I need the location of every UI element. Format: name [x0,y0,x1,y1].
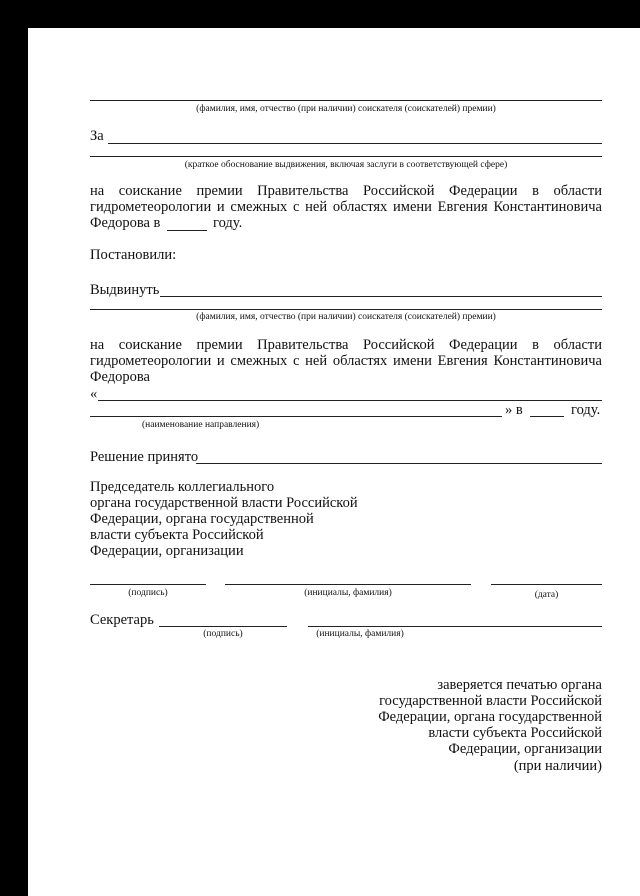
secretary-signature-line [159,626,287,627]
nominee-fio-caption: (фамилия, имя, отчество (при наличии) соискателя (соискателей) премии) [196,104,496,114]
direction-line1 [98,400,602,401]
stamp-line2: государственной власти Российской [379,693,602,709]
paragraph1-line1: на соискание премии Правительства Российской Федерации в области [90,183,602,199]
open-quote: « [90,386,98,402]
paragraph1-line3-a: Федорова в [90,215,161,231]
scan-border-left [0,0,28,896]
paragraph2-line3: Федорова [90,369,150,385]
chair-line5: Федерации, организации [90,543,244,559]
chair-signature-caption: (подпись) [128,588,168,598]
nominee-fio-line [90,100,602,101]
stamp-line6: (при наличии) [513,758,602,774]
stamp-line5: Федерации, организации [448,741,602,757]
chair-line3: Федерации, органа государственной [90,511,314,527]
resolved-heading: Постановили: [90,247,177,263]
chair-line1: Председатель коллегиального [90,479,275,495]
direction-caption: (наименование направления) [142,420,260,430]
direction-line2 [90,416,502,417]
chair-date-caption: (дата) [534,590,559,600]
secretary-initials-line [308,626,602,627]
chair-line4: власти субъекта Российской [90,527,264,543]
chair-initials-line [225,584,471,585]
chair-signature-line [90,584,206,585]
scan-border-top [0,0,640,28]
justification-line [90,156,602,157]
secretary-initials-caption: (инициалы, фамилия) [316,629,404,639]
nominee-fio2-line [90,309,602,310]
close-quote-in: » в [505,402,523,418]
year2-label: году. [571,402,601,418]
secretary-label: Секретарь [90,612,154,628]
chair-date-line [491,584,602,585]
paragraph1-line3-b: году. [213,215,243,231]
nominate-label: Выдвинуть [90,282,160,298]
za-line [108,143,602,144]
paragraph2-line2: гидрометеорологии и смежных с ней областях имени Евгения Константиновича [90,353,602,369]
stamp-line1: заверяется печатью органа [437,677,602,693]
year1-blank [167,230,207,231]
chair-line2: органа государственной власти Российской [90,495,358,511]
paragraph2-line1: на соискание премии Правительства Российской Федерации в области [90,337,602,353]
decision-label: Решение принято [90,449,199,465]
decision-line [196,463,602,464]
za-label: За [90,128,104,144]
secretary-signature-caption: (подпись) [203,629,243,639]
paragraph1-line2: гидрометеорологии и смежных с ней областях имени Евгения Константиновича [90,199,602,215]
stamp-line3: Федерации, органа государственной [378,709,602,725]
justification-caption: (краткое обоснование выдвижения, включая заслуги в соответствующей сфере) [184,160,508,170]
stamp-line4: власти субъекта Российской [428,725,602,741]
nominate-line [160,296,602,297]
chair-initials-caption: (инициалы, фамилия) [304,588,392,598]
year2-blank [530,416,564,417]
nominee-fio2-caption: (фамилия, имя, отчество (при наличии) соискателя (соискателей) премии) [196,312,496,322]
